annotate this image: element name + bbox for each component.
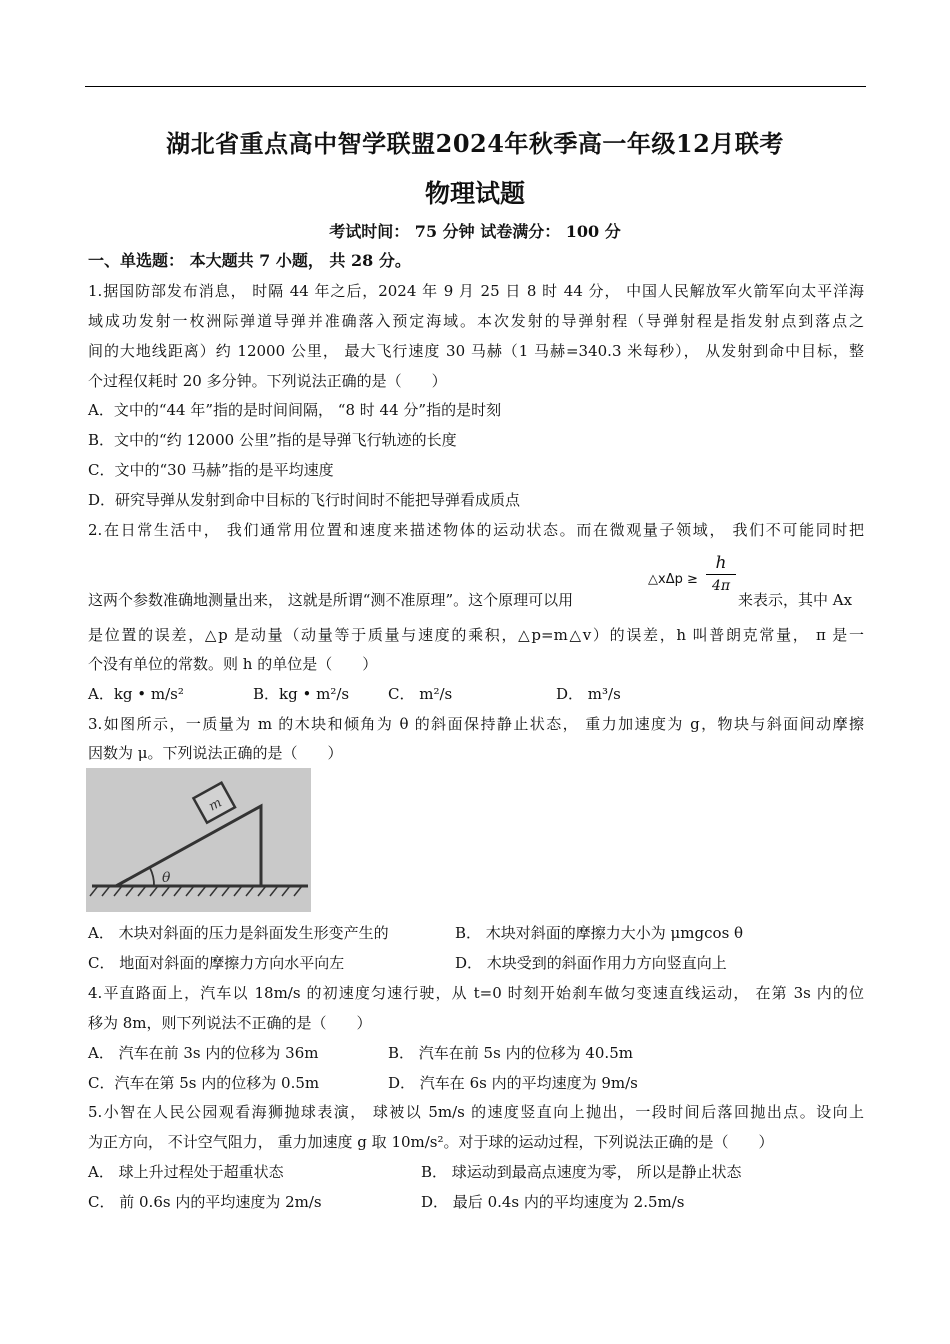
- q3-line-2: 因数为 μ。下列说法正确的是（ ）: [88, 744, 343, 762]
- q4-line-2: 移为 8m，则下列说法不正确的是（ ）: [88, 1014, 372, 1032]
- q5-option-d: D． 最后 0.4s 内的平均速度为 2.5m/s: [421, 1193, 685, 1211]
- q1-option-a: A．文中的“44 年”指的是时间间隔， “8 时 44 分”指的是时刻: [88, 401, 502, 419]
- q5-option-c: C． 前 0.6s 内的平均速度为 2m/s: [88, 1193, 322, 1211]
- q4-option-c: C．汽车在第 5s 内的位移为 0.5m: [88, 1074, 320, 1092]
- q1-line-4: 个过程仅耗时 20 多分钟。下列说法正确的是（ ）: [88, 372, 447, 390]
- subject-title: 物理试题: [424, 179, 525, 208]
- q3-option-b: B． 木块对斜面的摩擦力大小为 μmgcos θ: [455, 924, 744, 942]
- block-label: m: [206, 795, 225, 815]
- q1-line-2: 域成功发射一枚洲际弹道导弹并准确落入预定海域。本次发射的导弹射程（导弹射程是指发射点到落点之: [88, 312, 864, 330]
- q3-option-c: C． 地面对斜面的摩擦力方向水平向左: [88, 954, 345, 972]
- q2-line-2b: 来表示，其中 Ax: [738, 591, 853, 609]
- q2-option-a: A．kg • m/s²: [88, 685, 184, 703]
- q5-line-2: 为正方向， 不计空气阻力， 重力加速度 g 取 10m/s²。对于球的运动过程，下列说法正确的是（ ）: [88, 1133, 774, 1151]
- q3-option-d: D． 木块受到的斜面作用力方向竖直向上: [455, 954, 727, 972]
- q2-option-d: D． m³/s: [556, 685, 621, 703]
- q1-line-1: 1.据国防部发布消息， 时隔 44 年之后，2024 年 9 月 25 日 8 时 44 分， 中国人民解放军火箭军向太平洋海: [88, 282, 864, 300]
- q2-line-1: 2.在日常生活中， 我们通常用位置和速度来描述物体的运动状态。而在微观量子领域， 我们不可能同时把: [88, 521, 864, 539]
- formula-lhs: △xΔp ≥: [648, 572, 698, 587]
- q2-line-4: 个没有单位的常数。则 h 的单位是（ ）: [88, 655, 378, 673]
- q5-option-a: A． 球上升过程处于超重状态: [88, 1163, 284, 1181]
- q1-option-d: D．研究导弹从发射到命中目标的飞行时间时不能把导弹看成质点: [88, 491, 521, 509]
- q5-option-b: B． 球运动到最高点速度为零， 所以是静止状态: [421, 1163, 742, 1181]
- q5-line-1: 5.小智在人民公园观看海狮抛球表演， 球被以 5m/s 的速度竖直向上抛出，一段时间后落回抛出点。设向上: [88, 1103, 864, 1121]
- q3-line-1: 3.如图所示，一质量为 m 的木块和倾角为 θ 的斜面保持静止状态， 重力加速度为 g，物块与斜面间动摩擦: [88, 715, 864, 733]
- q4-line-1: 4.平直路面上，汽车以 18m/s 的初速度匀速行驶，从 t=0 时刻开始刹车做匀变速直线运动， 在第 3s 内的位: [88, 984, 864, 1002]
- section-heading: 一、单选题： 本大题共 7 小题， 共 28 分。: [88, 251, 411, 270]
- exam-info: 考试时间： 75 分钟 试卷满分： 100 分: [329, 222, 621, 241]
- q1-option-c: C．文中的“30 马赫”指的是平均速度: [88, 461, 334, 479]
- q2-option-c: C． m²/s: [388, 685, 453, 703]
- uncertainty-formula: [648, 552, 738, 602]
- q4-option-a: A． 汽车在前 3s 内的位移为 36m: [88, 1044, 319, 1062]
- q2-option-b: B．kg • m²/s: [253, 685, 350, 703]
- angle-label: θ: [162, 870, 171, 886]
- q3-option-a: A． 木块对斜面的压力是斜面发生形变产生的: [88, 924, 389, 942]
- q4-option-b: B． 汽车在前 5s 内的位移为 40.5m: [388, 1044, 633, 1062]
- q2-line-3: 是位置的误差，△p 是动量（动量等于质量与速度的乘积，△p=m△v）的误差，h 叫普朗克常量， π 是一: [88, 626, 864, 644]
- header-rule: [85, 86, 866, 87]
- formula-denominator: 4π: [711, 578, 731, 594]
- q4-option-d: D． 汽车在 6s 内的平均速度为 9m/s: [388, 1074, 638, 1092]
- q1-option-b: B．文中的“约 12000 公里”指的是导弹飞行轨迹的长度: [88, 431, 457, 449]
- q1-line-3: 间的大地线距离）约 12000 公里， 最大飞行速度 30 马赫（1 马赫=340.3 米每秒）， 从发射到命中目标，整: [88, 342, 864, 360]
- formula-fraction: [706, 552, 736, 597]
- q2-line-2a: 这两个参数准确地测量出来， 这就是所谓“测不准原理”。这个原理可以用: [88, 591, 574, 609]
- incline-figure: [86, 768, 311, 912]
- exam-title: 湖北省重点高中智学联盟2024年秋季高一年级12月联考: [166, 129, 784, 158]
- formula-numerator: h: [715, 553, 727, 573]
